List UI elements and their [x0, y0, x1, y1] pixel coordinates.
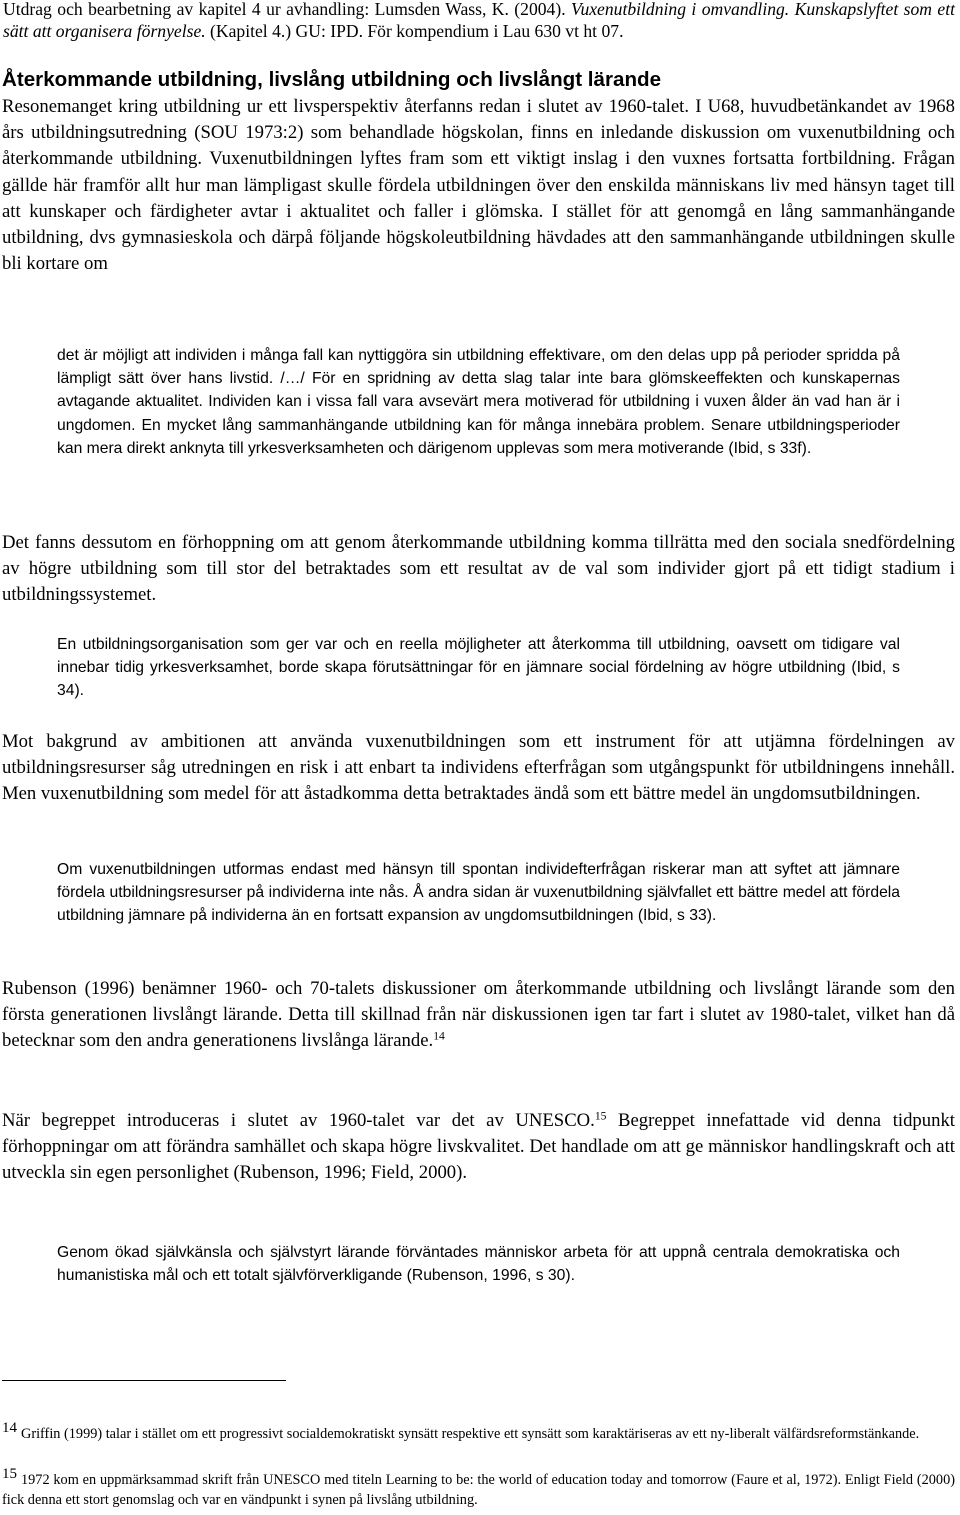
footnote-number: 15	[2, 1466, 17, 1482]
header-suffix: (Kapitel 4.) GU: IPD. För kompendium i Lau 630 vt ht 07.	[205, 21, 624, 41]
header-book-title: Vuxenutbildning i omvandling. Kunskapslyftet som ett sätt att organisera förnyelse.	[3, 0, 955, 41]
page-header	[3, 0, 955, 42]
block-quote-4: Genom ökad självkänsla och självstyrt lärande förväntades människor arbeta för att uppnå centrala demokratiska och humanistiska mål och ett totalt självförverkligande (Rubenson, 1996, s 30).	[57, 1244, 900, 1285]
footnote-14	[2, 1420, 955, 1444]
paragraph-4	[2, 976, 955, 1055]
paragraph-5-text-a: När begreppet introduceras i slutet av 1960-talet var det av UNESCO.	[2, 1110, 595, 1131]
footnote-text: Griffin (1999) talar i stället om ett progressivt socialdemokratiskt synsätt respektive ett synsätt som karaktäriseras av ett ny-liberalt välfärdsreformstänkande.	[21, 1426, 920, 1442]
footnote-15	[2, 1466, 955, 1510]
paragraph-5	[2, 1108, 955, 1187]
footnote-ref-15[interactable]: 15	[594, 1109, 607, 1123]
paragraph-2: Det fanns dessutom en förhoppning om att genom återkommande utbildning komma tillrätta med den sociala snedfördelning av högre utbildning som till stor del betraktades som ett resultat av de val som individer gjort på ett tidigt stadium i utbildningssystemet.	[2, 532, 955, 606]
footnote-separator	[2, 1380, 286, 1381]
footnote-number: 14	[2, 1420, 17, 1436]
paragraph-1: Resonemanget kring utbildning ur ett livsperspektiv återfanns redan i slutet av 1960-talet. I U68, huvudbetänkandet av 1968 års utbildningsutredning (SOU 1973:2) som behandlade högskolan, finns en inledande diskussion om vuxenutbildning och återkommande utbildning. Vuxenutbildningen lyftes fram som ett viktigt inslag i den vuxnes fortsatta fortbildning. Frågan gällde här framför allt hur man lämpligast skulle fördela utbildningen över den enskilda människans liv med hänsyn taget till att kunskaper och färdigheter avtar i aktualitet och faller i glömska. I stället för att genomgå en lång sammanhängande utbildning, dvs gymnasieskola och därpå följande högskoleutbildning hävdades att den sammanhängande utbildningen skulle bli kortare om	[2, 96, 955, 275]
block-quote-3: Om vuxenutbildningen utformas endast med hänsyn till spontan individefterfrågan riskerar man att syftet att jämnare fördela utbildningsresurser på individerna inte nås. Å andra sidan är vuxenutbildning självfallet ett bättre medel att fördela utbildning jämnare på individerna än en fortsatt expansion av ungdomsutbildningen (Ibid, s 33).	[57, 861, 900, 925]
section-title: Återkommande utbildning, livslång utbildning och livslångt lärande	[2, 68, 662, 91]
header-prefix: Utdrag och bearbetning av kapitel 4 ur avhandling: Lumsden Wass, K. (2004).	[3, 0, 572, 19]
paragraph-4-text: Rubenson (1996) benämner 1960- och 70-talets diskussioner om återkommande utbildning och livslångt lärande som den första generationen livslångt lärande. Detta till skillnad från när diskussionen igen tar fart i slutet av 1980-talet, vilket han då betecknar som den andra generationens livslånga lärande.	[2, 978, 955, 1052]
footnote-ref-14[interactable]: 14	[433, 1030, 445, 1044]
block-quote-2: En utbildningsorganisation som ger var och en reella möjligheter att återkomma till utbildning, oavsett om tidigare val innebar tidig yrkesverksamhet, borde skapa förutsättningar för en jämnare social fördelning av högre utbildning (Ibid, s 34).	[57, 636, 900, 700]
paragraph-3: Mot bakgrund av ambitionen att använda vuxenutbildningen som ett instrument för att utjämna fördelningen av utbildningsresurser såg utredningen en risk i att enbart ta individens efterfrågan som utgångspunkt för utbildningens innehåll. Men vuxenutbildning som medel för att åstadkomma detta betraktades ändå som ett bättre medel än ungdomsutbildningen.	[2, 731, 955, 805]
block-quote-1: det är möjligt att individen i många fall kan nyttiggöra sin utbildning effektivare, om den delas upp på perioder spridda på lämpligt sätt över hans livstid. /…/ För en spridning av detta slag talar inte bara glömskeeffekten och kunskapernas avtagande aktualitet. Individen kan i vissa fall vara avsevärt mera motiverad för utbildning i vuxen ålder än vad han är i ungdomen. En mycket lång sammanhängande utbildning kan för många innebära problem. Senare utbildningsperioder kan mera direkt anknyta till yrkesverksamheten och därigenom upplevas som mera motiverande (Ibid, s 33f).	[57, 347, 900, 457]
paragraph-5-text-b: Begreppet innefattade vid denna tidpunkt förhoppningar om att förändra samhället och skapa högre livskvalitet. Det handlade om att ge människor handlingskraft och att utveckla sin egen personlighet (Rubenson, 1996; Field, 2000).	[2, 1110, 955, 1184]
footnote-text: 1972 kom en uppmärksammad skrift från UNESCO med titeln Learning to be: the world of education today and tomorrow (Faure et al, 1972). Enligt Field (2000) fick denna ett stort genomslag och var en vändpunkt i synen på livslång utbildning.	[2, 1472, 955, 1508]
